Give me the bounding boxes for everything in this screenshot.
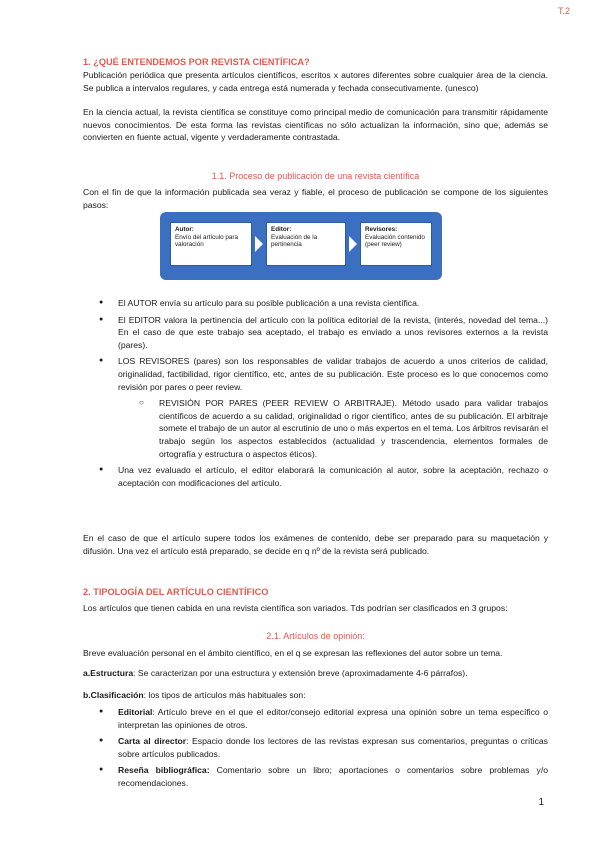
item-label: Carta al director	[118, 736, 187, 747]
step-author: ● El AUTOR envía su artículo para su posible publicación a una revista científica.	[83, 297, 548, 310]
article-types-list	[83, 706, 548, 790]
diagram-box-reviewers	[360, 222, 432, 266]
classification-line	[83, 689, 548, 702]
structure-label: a.Estructura	[83, 668, 134, 678]
diagram-box-reviewers-label: Revisores:	[365, 226, 398, 233]
page-number: 1	[538, 797, 544, 808]
section-1-heading: 1. ¿QUÉ ENTENDEMOS POR REVISTA CIENTÍFICA?	[83, 57, 310, 67]
section-1-1-closing: En el caso de que el artículo supere todos los exámenes de contenido, debe ser preparado para su maquetación y difusión. Una vez el artículo está preparado, se decide en q nº de la revista será publicado.	[83, 533, 548, 556]
classification-label: b.Clasificación	[83, 690, 144, 700]
step-communication: ● Una vez evaluado el artículo, el editor elaborará la comunicación al autor, sobre la aceptación, rechazo o aceptación con modificaciones del artículo.	[83, 464, 548, 489]
item-label: Reseña bibliográfica:	[118, 765, 210, 776]
structure-text: : Se caracterizan por una estructura y extensión breve (aproximadamente 4-6 párrafos).	[133, 668, 468, 678]
step-editor: ● El EDITOR valora la pertinencia del artículo con la política editorial de la revista, (interés, novedad del tema...) En el caso de que este trabajo sea aceptado, el trabajo es enviado a unos revisores externos a la revista (pares).	[83, 314, 548, 352]
diagram-box-author-label: Autor:	[175, 226, 194, 233]
article-types	[83, 706, 548, 794]
list-item	[83, 706, 548, 731]
structure-line	[83, 667, 548, 680]
list-item	[83, 764, 548, 789]
section-2-1-heading: 2.1. Artículos de opinión:	[266, 631, 365, 641]
section-1-1-intro: Con el fin de que la información publicada sea veraz y fiable, el proceso de publicación se compone de los siguientes pasos:	[83, 187, 548, 210]
diagram-box-editor-text: Evaluación de la pertinencia	[271, 233, 318, 248]
item-text: : Espacio donde los lectores de las revistas expresan sus comentarios, preguntas o críticas sobre artículos publicados.	[118, 736, 548, 759]
diagram-box-author-text: Envío del artículo para valoración	[175, 233, 239, 248]
item-text: : Artículo breve en el que el editor/consejo editorial expresa una opinión sobre un tema específico o interpretan las opiniones de otros.	[118, 707, 548, 730]
section-1-paragraph-1: Publicación periódica que presenta artículos científicos, escritos x autores diferentes sobre cualquier área de la ciencia. Se publica a intervalos regulares, y cada entrega está numerada y fechada consecutivamente. (unesco)	[83, 70, 548, 93]
arrow-right-icon	[349, 236, 357, 252]
classification-text: : los tipos de artículos más habituales son:	[143, 690, 306, 700]
process-steps-list	[83, 297, 548, 393]
publication-process-diagram	[160, 212, 442, 280]
section-1-paragraph-2: En la ciencia actual, la revista científica se constituye como principal medio de comunicación para transmitir rápidamente nuevos conocimientos. De esta forma las revistas científicas no sólo actualizan la información, sino que, además se convierten en fuente actual, vigente y verdaderamente contrastada.	[83, 107, 548, 143]
arrow-right-icon	[255, 236, 263, 252]
peer-review-definition: ○ REVISIÓN POR PARES (PEER REVIEW O ARBITRAJE). Método usado para validar trabajos científicos de acuerdo a su calidad, originalidad o rigor científico, antes de su publicación. El arbitraje somete el trabajo de un autor al escrutinio de uno o más expertos en el tema. Los árbitros revisarán el trabajo según los aspectos establecidos (actualidad y trascendencia, elementos formales de ortografía y estructura o aspectos éticos).	[83, 397, 548, 460]
diagram-box-editor-label: Editor:	[271, 226, 292, 233]
corner-note: T.2	[557, 6, 570, 16]
section-2-1-paragraph: Breve evaluación personal en el ámbito científico, en el q se expresan las reflexiones del autor sobre un tema.	[83, 648, 503, 658]
section-2-intro: Los artículos que tienen cabida en una revista científica son variados. Tds podrían ser clasificados en 3 grupos:	[83, 603, 508, 613]
process-steps	[83, 297, 548, 493]
item-text: Comentario sobre un libro; aportaciones o comentarios sobre problemas y/o recomendaciones.	[118, 765, 548, 788]
step-reviewers: ● LOS REVISORES (pares) son los responsables de validar trabajos de acuerdo a unos criterios de calidad, originalidad, factibilidad, rigor científico, etc, antes de su publicación. Este proceso es lo que conocemos como revisión por pares o peer review.	[83, 355, 548, 393]
section-2-heading: 2. TIPOLOGÍA DEL ARTÍCULO CIENTÍFICO	[83, 587, 269, 597]
list-item	[83, 735, 548, 760]
diagram-box-editor	[266, 222, 346, 266]
diagram-box-author	[170, 222, 252, 266]
section-1-1-heading: 1.1. Proceso de publicación de una revista científica	[211, 171, 420, 181]
diagram-box-reviewers-text: Evaluación contenido (peer review)	[365, 233, 425, 248]
process-steps-list-continued	[83, 464, 548, 489]
item-label: Editorial	[118, 707, 153, 717]
